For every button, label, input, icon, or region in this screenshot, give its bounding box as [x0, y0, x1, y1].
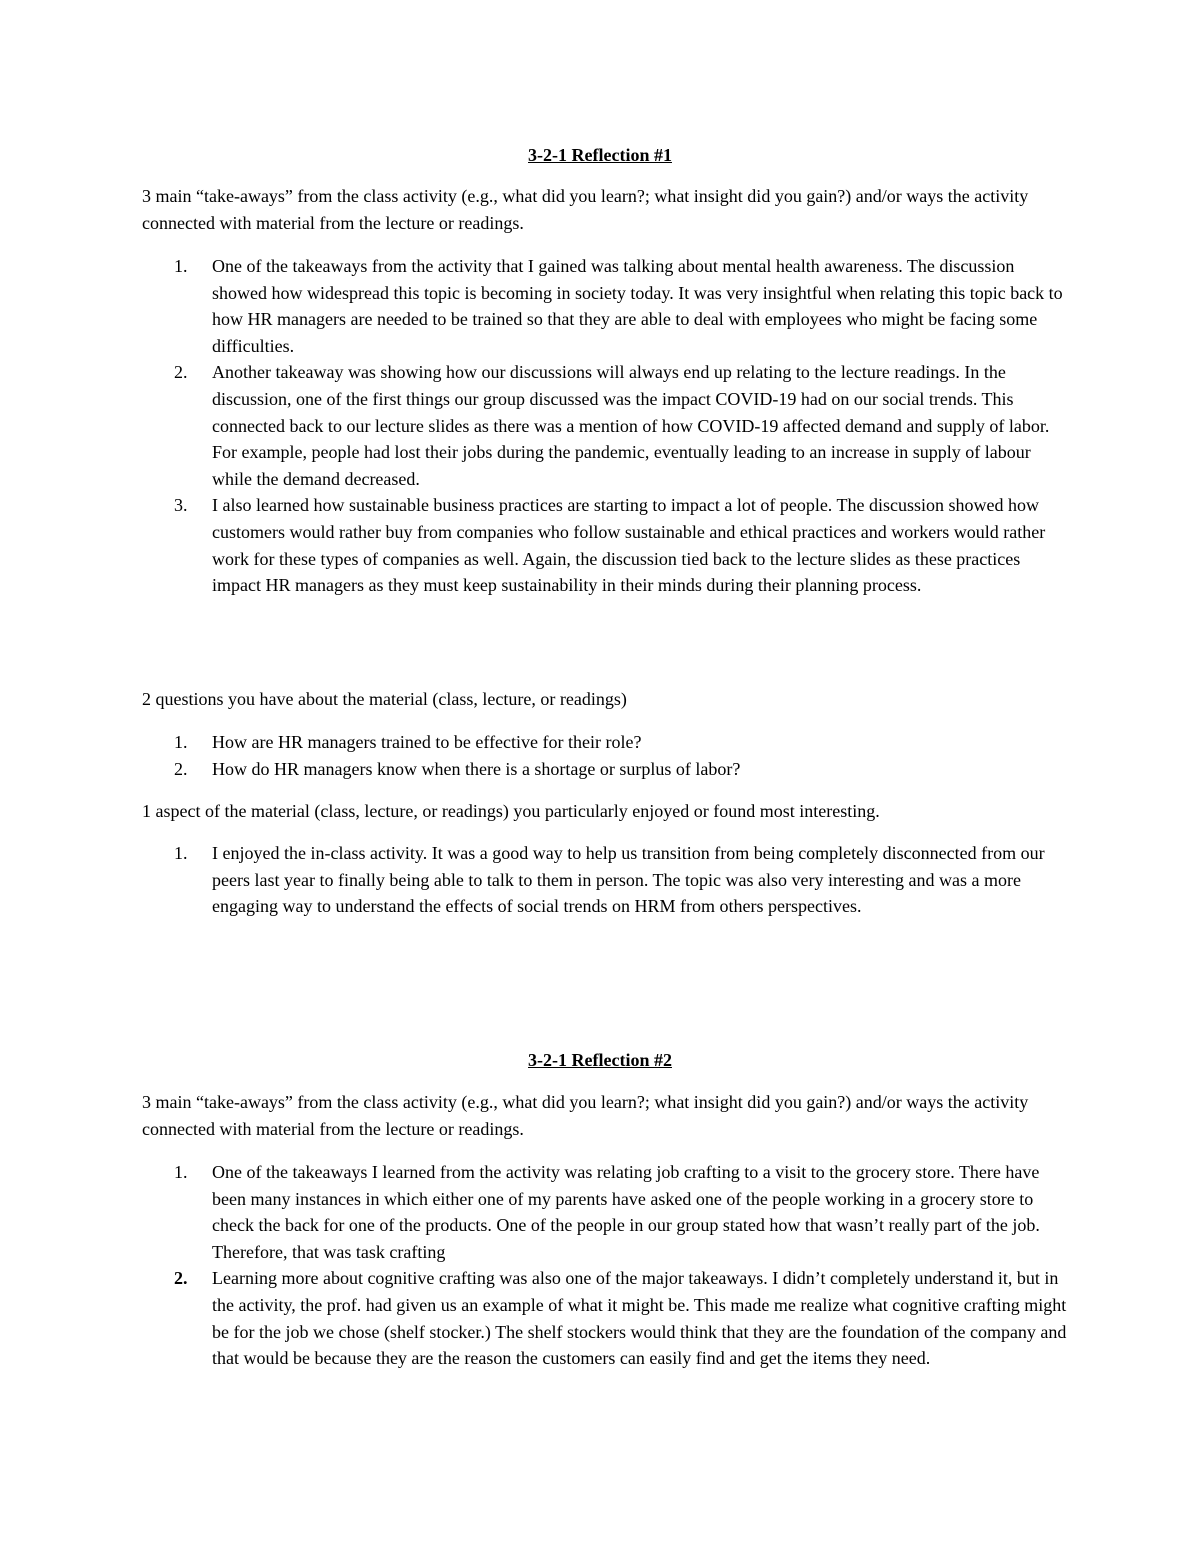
list-item — [0, 756, 1200, 783]
list-item — [0, 840, 1200, 920]
list-number: 2. — [174, 1268, 188, 1289]
list-item — [0, 729, 1200, 756]
list-item-text: I also learned how sustainable business practices are starting to impact a lot of people. The discussion showed how customers would rather buy from companies who follow sustainable and ethical practices and workers would rather work for these types of companies as well. Again, the discussion tied back to the lecture slides as these practices impact HR managers as they must keep sustainability in their minds during their planning process. — [212, 495, 1046, 596]
list-item-text: One of the takeaways I learned from the activity was relating job crafting to a visit to the grocery store. There have been many instances in which either one of my parents have asked one of the people working in a grocery store to check the back for one of the products. One of the people in our group stated how that wasn’t really part of the job. Therefore, that was task crafting — [212, 1162, 1040, 1262]
list-number: 2. — [174, 758, 188, 779]
reflection-1-takeaways-list — [0, 253, 1200, 599]
list-number: 3. — [174, 495, 188, 516]
list-number: 1. — [174, 843, 188, 863]
reflection-1-aspect-list — [0, 840, 1200, 920]
list-item — [0, 1159, 1200, 1265]
reflection-1-aspect-prompt: 1 aspect of the material (class, lecture, or readings) you particularly enjoyed or found most interesting. — [142, 801, 880, 821]
list-item — [0, 253, 1200, 359]
list-item — [0, 359, 1200, 492]
list-number: 1. — [174, 256, 188, 276]
reflection-1-takeaways-prompt: 3 main “take-aways” from the class activity (e.g., what did you learn?; what insight did you gain?) and/or ways the activity connected with material from the lecture or readings. — [142, 186, 1029, 233]
list-item-text: Another takeaway was showing how our discussions will always end up relating to the lecture readings. In the discussion, one of the first things our group discussed was the impact COVID-19 had on our social trends. This connected back to our lecture slides as there was a mention of how COVID-19 affected demand and supply of labor. For example, people had lost their jobs during the pandemic, eventually leading to an increase in supply of labour while the demand decreased. — [212, 362, 1050, 489]
list-number: 1. — [174, 732, 188, 752]
reflection-1-questions-list — [0, 729, 1200, 782]
list-number: 1. — [174, 1162, 188, 1182]
list-item-text: I enjoyed the in-class activity. It was a good way to help us transition from being completely disconnected from our peers last year to finally being able to talk to them in person. The topic was also very interesting and was a more engaging way to understand the effects of social trends on HRM from others perspectives. — [212, 843, 1045, 917]
list-item — [0, 492, 1200, 598]
reflection-2-takeaways-list — [0, 1159, 1200, 1372]
list-item-text: One of the takeaways from the activity that I gained was talking about mental health awareness. The discussion showed how widespread this topic is becoming in society today. It was very insightful when relating this topic back to how HR managers are needed to be trained so that they are able to deal with employees who might be facing some difficulties. — [212, 256, 1063, 356]
list-item-text: Learning more about cognitive crafting was also one of the major takeaways. I didn’t completely understand it, but in the activity, the prof. had given us an example of what it might be. This made me realize what cognitive crafting might be for the job we chose (shelf stocker.) The shelf stockers would think that they are the foundation of the company and that would be because they are the reason the customers can easily find and get the items they need. — [212, 1268, 1067, 1369]
reflection-1-title: 3-2-1 Reflection #1 — [528, 145, 672, 165]
list-item — [0, 1265, 1200, 1371]
reflection-2-title: 3-2-1 Reflection #2 — [528, 1050, 672, 1070]
reflection-1-questions-prompt: 2 questions you have about the material (class, lecture, or readings) — [142, 689, 627, 709]
list-item-text: How are HR managers trained to be effective for their role? — [212, 732, 642, 752]
list-item-text: How do HR managers know when there is a shortage or surplus of labor? — [212, 758, 741, 779]
reflection-2-takeaways-prompt: 3 main “take-aways” from the class activity (e.g., what did you learn?; what insight did you gain?) and/or ways the activity connected with material from the lecture or readings. — [142, 1092, 1029, 1139]
list-number: 2. — [174, 362, 188, 383]
